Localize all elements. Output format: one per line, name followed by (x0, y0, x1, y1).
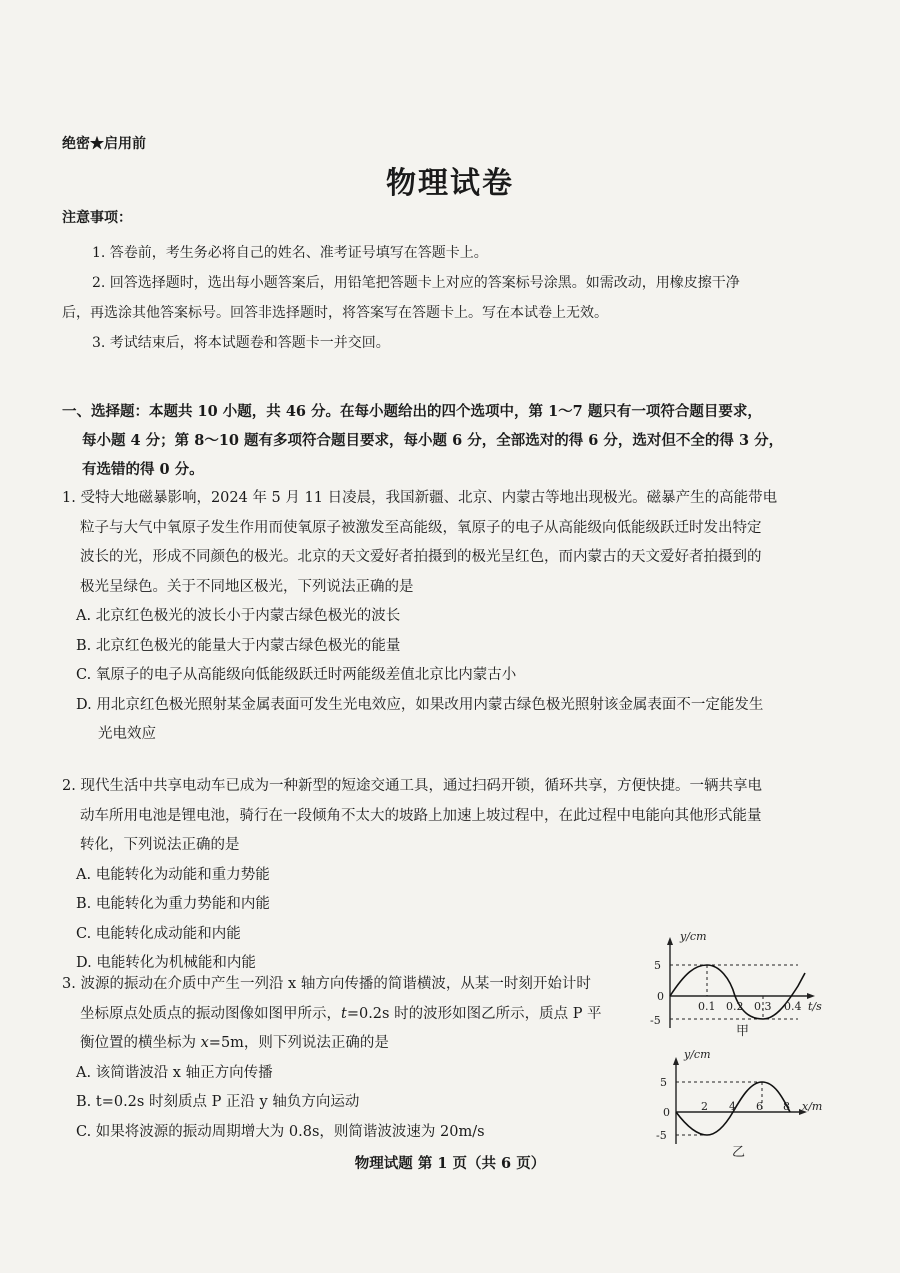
q1-stem-line: 1. 受特大地磁暴影响，2024 年 5 月 11 日凌晨，我国新疆、北京、内蒙古等地出现极光。磁暴产生的高能带电 (62, 490, 778, 506)
q2-option-c: C. 电能转化成动能和内能 (76, 925, 241, 942)
notice-heading: 注意事项： (62, 210, 132, 226)
q3-stem-line (62, 1029, 627, 1059)
page-title: 物理试卷 (386, 166, 514, 201)
notice-item: 1. 答卷前，考生务必将自己的姓名、准考证号填写在答题卡上。 (92, 245, 488, 261)
graph-yi-caption: 乙 (732, 1145, 746, 1160)
graph-yi-xtick: 8 (783, 1100, 790, 1113)
section-line: 一、选择题：本题共 10 小题，共 46 分。在每小题给出的四个选项中，第 1～7 题只有一项符合题目要求， (62, 403, 762, 420)
section-line: 有选错的得 0 分。 (82, 461, 204, 478)
q3-stem-text: 衡位置的横坐标为 (80, 1035, 201, 1051)
graph-jia-xtick: 0.3 (754, 1000, 772, 1013)
q1-stem-line: 波长的光，形成不同颜色的极光。北京的天文爱好者拍摄到的极光呈红色，而内蒙古的天文爱好者拍摄到的 (80, 549, 762, 565)
q2-option-a: A. 电能转化为动能和重力势能 (76, 866, 270, 883)
q1-option-b: B. 北京红色极光的能量大于内蒙古绿色极光的能量 (76, 637, 401, 654)
graph-jia-xtick: 0.4 (784, 1000, 802, 1013)
graph-jia-svg (640, 928, 830, 1038)
notice-item: 3. 考试结束后，将本试题卷和答题卡一并交回。 (92, 335, 390, 351)
graph-jia-ytick-0: 0 (657, 990, 664, 1003)
graph-yi-ytick-5: 5 (660, 1076, 667, 1089)
graph-yi-svg (650, 1044, 840, 1159)
q3-option-a: A. 该简谐波沿 x 轴正方向传播 (76, 1064, 273, 1081)
q2-option-b: B. 电能转化为重力势能和内能 (76, 896, 270, 912)
q1-stem-line: 粒子与大气中氧原子发生作用而使氧原子被激发至高能级，氧原子的电子从高能级向低能级跃迁时发出特定 (80, 519, 762, 536)
graph-jia-ytick-neg5: -5 (650, 1014, 661, 1027)
q3-stem-line: 3. 波源的振动在介质中产生一列沿 x 轴方向传播的简谐横波，从某一时刻开始计时 (62, 976, 591, 992)
graph-yi-ylabel: y/cm (684, 1048, 711, 1061)
q3-stem-text: 坐标原点处质点的振动图像如图甲所示， (80, 1005, 341, 1022)
q1-option-d: D. 用北京红色极光照射某金属表面可发生光电效应，如果改用内蒙古绿色极光照射该金属表面不一定能发生 (76, 696, 764, 713)
graph-jia (640, 928, 830, 1038)
q1-stem-line: 极光呈绿色。关于不同地区极光，下列说法正确的是 (80, 578, 414, 595)
notice-item-cont: 后，再选涂其他答案标号。回答非选择题时，将答案写在答题卡上。写在本试卷上无效。 (62, 305, 608, 321)
q3-option-c: C. 如果将波源的振动周期增大为 0.8s，则简谐波波速为 20m/s (76, 1123, 485, 1140)
q1-option-d-cont: 光电效应 (98, 726, 156, 742)
graph-yi (650, 1044, 840, 1159)
section-line: 每小题 4 分；第 8～10 题有多项符合题目要求，每小题 6 分，全部选对的得 6 分，选对但不全的得 3 分， (82, 432, 784, 449)
page-footer: 物理试题 第 1 页（共 6 页） (354, 1155, 546, 1172)
notice-item: 2. 回答选择题时，选出每小题答案后，用铅笔把答题卡上对应的答案标号涂黑。如需改动，用橡皮擦干净 (92, 275, 740, 291)
q2-option-d: D. 电能转化为机械能和内能 (76, 955, 256, 971)
q2-stem-line: 转化，下列说法正确的是 (80, 837, 240, 853)
q2-stem-line: 2. 现代生活中共享电动车已成为一种新型的短途交通工具，通过扫码开锁，循环共享，方便快捷。一辆共享电 (62, 778, 762, 794)
question-3 (62, 970, 627, 1147)
graph-yi-ytick-0: 0 (663, 1106, 670, 1119)
graph-yi-xlabel: x/m (802, 1100, 823, 1113)
graph-jia-caption: 甲 (736, 1024, 750, 1039)
q3-stem-var-x: x (200, 1035, 209, 1051)
q1-option-c: C. 氧原子的电子从高能级向低能级跃迁时两能级差值北京比内蒙古小 (76, 667, 517, 683)
graph-jia-xtick: 0.1 (698, 1000, 716, 1013)
graph-jia-x-arrow (807, 993, 815, 999)
graph-yi-xtick: 6 (756, 1100, 763, 1113)
q3-stem-var-t: t (341, 1005, 347, 1022)
graph-jia-xtick: 0.2 (726, 1000, 744, 1013)
notice-list (62, 238, 852, 358)
q1-option-a: A. 北京红色极光的波长小于内蒙古绿色极光的波长 (76, 608, 401, 624)
secret-label: 绝密★启用前 (62, 136, 146, 152)
q3-stem-text: =0.2s 时的波形如图乙所示，质点 P 平 (346, 1005, 602, 1022)
q3-stem-line (62, 1000, 627, 1030)
graph-yi-y-arrow (673, 1057, 679, 1065)
graph-yi-xtick: 4 (729, 1100, 736, 1113)
graph-jia-y-arrow (667, 937, 673, 945)
section-heading (62, 397, 832, 484)
q2-stem-line: 动车所用电池是锂电池，骑行在一段倾角不太大的坡路上加速上坡过程中，在此过程中电能向其他形式能量 (80, 807, 762, 824)
question-1 (62, 484, 832, 750)
q3-stem-text: =5m，则下列说法正确的是 (208, 1035, 389, 1051)
q3-option-b: B. t=0.2s 时刻质点 P 正沿 y 轴负方向运动 (76, 1094, 360, 1110)
graph-yi-ytick-neg5: -5 (656, 1129, 667, 1142)
graph-jia-xlabel: t/s (808, 1000, 822, 1013)
graph-yi-xtick: 2 (701, 1100, 708, 1113)
graph-jia-ytick-5: 5 (654, 959, 661, 972)
graph-jia-ylabel: y/cm (680, 930, 707, 943)
